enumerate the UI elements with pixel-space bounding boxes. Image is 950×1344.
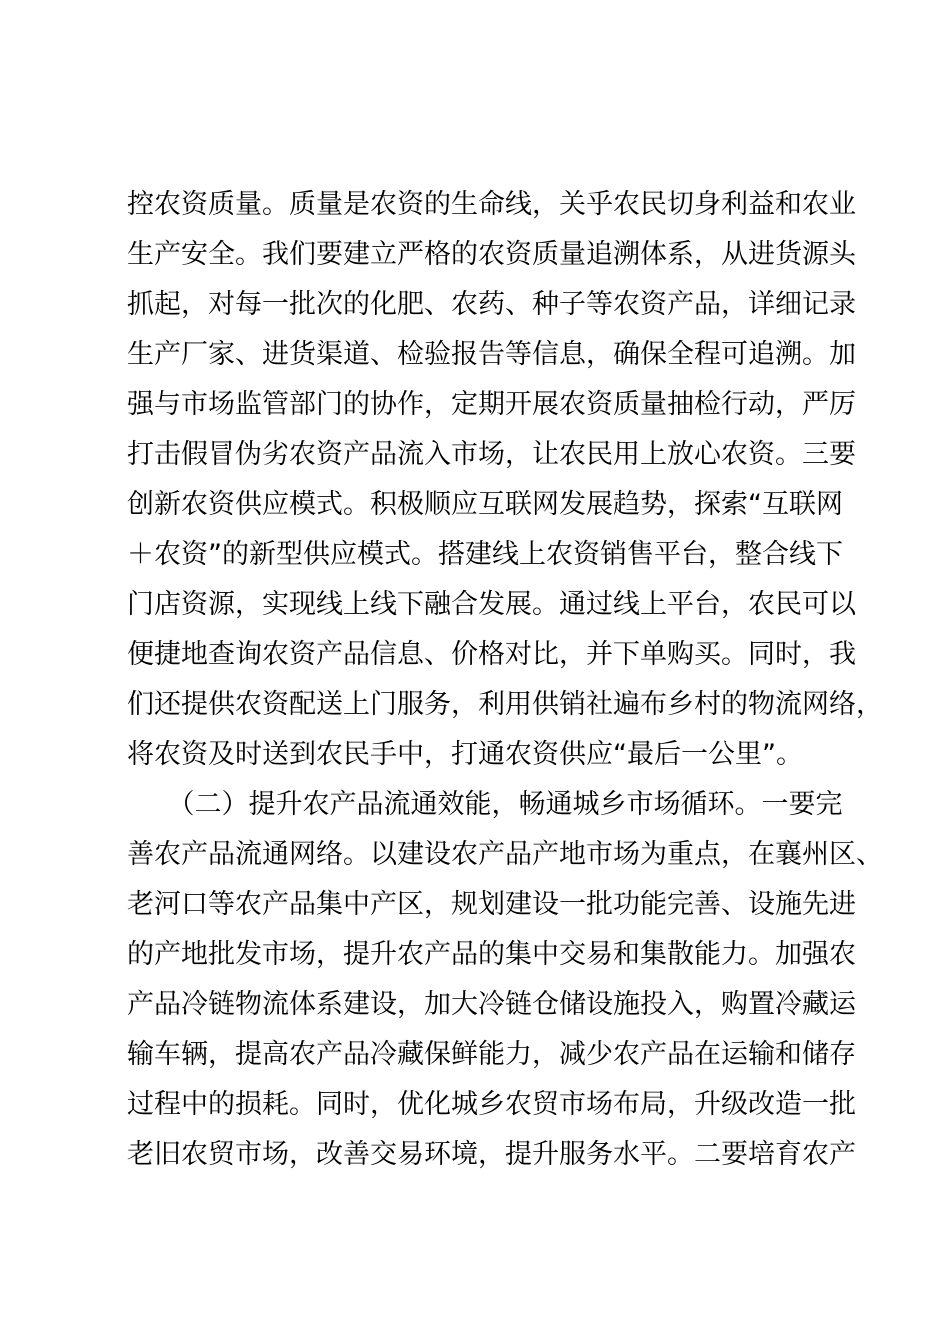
- text-line: 控农资质量。质量是农资的生命线，关乎农民切身利益和农业: [127, 189, 856, 220]
- text-line: 将农资及时送到农民手中，打通农资供应“最后一公里”。: [127, 739, 803, 770]
- text-line: 抓起，对每一批次的化肥、农药、种子等农资产品，详细记录: [127, 289, 856, 320]
- text-line: 老河口等农产品集中产区，规划建设一批功能完善、设施先进: [127, 889, 856, 920]
- text-line: 生产厂家、进货渠道、检验报告等信息，确保全程可追溯。加: [127, 339, 856, 370]
- text-line: ＋农资”的新型供应模式。搭建线上农资销售平台，整合线下: [127, 539, 843, 570]
- text-line: 输车辆，提高农产品冷藏保鲜能力，减少农产品在运输和储存: [127, 1039, 856, 1070]
- text-line: 生产安全。我们要建立严格的农资质量追溯体系，从进货源头: [127, 239, 856, 270]
- text-line: 们还提供农资配送上门服务，利用供销社遍布乡村的物流网络，: [127, 689, 883, 720]
- body-text: [127, 180, 883, 1180]
- text-line: 便捷地查询农资产品信息、价格对比，并下单购买。同时，我: [127, 639, 856, 670]
- text-line: 打击假冒伪劣农资产品流入市场，让农民用上放心农资。三要: [127, 439, 856, 470]
- text-line: 过程中的损耗。同时，优化城乡农贸市场布局，升级改造一批: [127, 1089, 856, 1120]
- text-line: 创新农资供应模式。积极顺应互联网发展趋势，探索“互联网: [127, 489, 843, 520]
- text-line: 门店资源，实现线上线下融合发展。通过线上平台，农民可以: [127, 589, 856, 620]
- text-line: 的产地批发市场，提升农产品的集中交易和集散能力。加强农: [127, 939, 856, 970]
- text-line: 老旧农贸市场，改善交易环境，提升服务水平。二要培育农产: [127, 1139, 856, 1170]
- text-line: （二）提升农产品流通效能，畅通城乡市场循环。一要完: [127, 789, 843, 820]
- text-line: 善农产品流通网络。以建设农产品产地市场为重点，在襄州区、: [127, 839, 883, 870]
- text-line: 产品冷链物流体系建设，加大冷链仓储设施投入，购置冷藏运: [127, 989, 856, 1020]
- text-line: 强与市场监管部门的协作，定期开展农资质量抽检行动，严厉: [127, 389, 856, 420]
